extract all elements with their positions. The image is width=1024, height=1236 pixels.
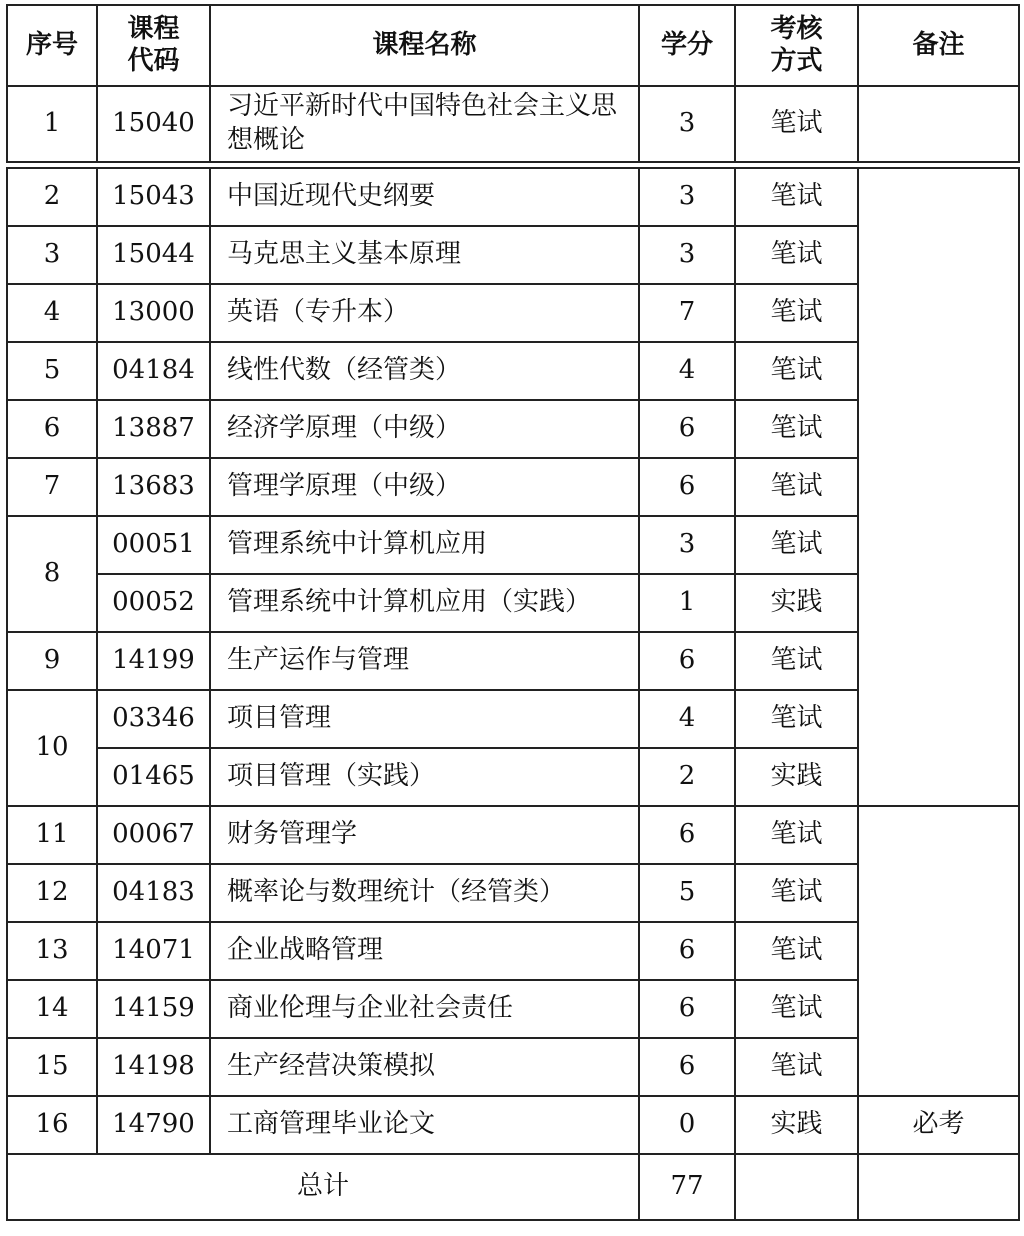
cell-seq: 8 [7, 516, 97, 632]
cell-credit: 3 [639, 168, 735, 226]
total-note [858, 1154, 1019, 1220]
cell-code: 00052 [97, 574, 210, 632]
cell-exam: 笔试 [735, 980, 858, 1038]
cell-name: 生产运作与管理 [210, 632, 639, 690]
header-seq: 序号 [7, 5, 97, 86]
cell-seq: 4 [7, 284, 97, 342]
cell-exam: 笔试 [735, 516, 858, 574]
header-note: 备注 [858, 5, 1019, 86]
cell-credit: 3 [639, 86, 735, 162]
cell-code: 15040 [97, 86, 210, 162]
cell-exam: 实践 [735, 1096, 858, 1154]
cell-code: 14071 [97, 922, 210, 980]
cell-seq: 15 [7, 1038, 97, 1096]
cell-seq: 11 [7, 806, 97, 864]
cell-code: 14199 [97, 632, 210, 690]
cell-name: 项目管理（实践） [210, 748, 639, 806]
cell-exam: 笔试 [735, 690, 858, 748]
cell-note: 必考 [858, 1096, 1019, 1154]
cell-exam: 笔试 [735, 864, 858, 922]
cell-credit: 6 [639, 458, 735, 516]
cell-seq: 3 [7, 226, 97, 284]
cell-exam: 笔试 [735, 284, 858, 342]
cell-credit: 7 [639, 284, 735, 342]
cell-name: 经济学原理（中级） [210, 400, 639, 458]
cell-credit: 6 [639, 980, 735, 1038]
cell-code: 04183 [97, 864, 210, 922]
cell-credit: 1 [639, 574, 735, 632]
cell-seq: 6 [7, 400, 97, 458]
cell-name: 商业伦理与企业社会责任 [210, 980, 639, 1038]
cell-code: 15043 [97, 168, 210, 226]
cell-note-merged [858, 168, 1019, 806]
cell-credit: 4 [639, 690, 735, 748]
cell-name: 管理学原理（中级） [210, 458, 639, 516]
cell-credit: 0 [639, 1096, 735, 1154]
cell-credit: 6 [639, 400, 735, 458]
cell-name: 企业战略管理 [210, 922, 639, 980]
cell-seq: 14 [7, 980, 97, 1038]
cell-credit: 6 [639, 632, 735, 690]
cell-exam: 实践 [735, 748, 858, 806]
total-credit: 77 [639, 1154, 735, 1220]
cell-name: 生产经营决策模拟 [210, 1038, 639, 1096]
cell-exam: 笔试 [735, 458, 858, 516]
cell-code: 14159 [97, 980, 210, 1038]
cell-seq: 9 [7, 632, 97, 690]
course-table [6, 4, 1020, 1221]
cell-name: 英语（专升本） [210, 284, 639, 342]
cell-code: 13887 [97, 400, 210, 458]
cell-exam: 笔试 [735, 86, 858, 162]
cell-credit: 6 [639, 922, 735, 980]
cell-seq: 10 [7, 690, 97, 806]
cell-seq: 5 [7, 342, 97, 400]
header-credit: 学分 [639, 5, 735, 86]
cell-name: 管理系统中计算机应用（实践） [210, 574, 639, 632]
header-name: 课程名称 [210, 5, 639, 86]
cell-name: 习近平新时代中国特色社会主义思想概论 [210, 86, 639, 162]
cell-seq: 1 [7, 86, 97, 162]
cell-name: 财务管理学 [210, 806, 639, 864]
cell-seq: 16 [7, 1096, 97, 1154]
table-row [7, 86, 1019, 162]
cell-name: 项目管理 [210, 690, 639, 748]
cell-code: 04184 [97, 342, 210, 400]
cell-seq: 13 [7, 922, 97, 980]
cell-exam: 笔试 [735, 1038, 858, 1096]
cell-name: 工商管理毕业论文 [210, 1096, 639, 1154]
cell-code: 13000 [97, 284, 210, 342]
cell-credit: 5 [639, 864, 735, 922]
table-row [7, 168, 1019, 226]
cell-exam: 笔试 [735, 400, 858, 458]
cell-credit: 6 [639, 1038, 735, 1096]
cell-exam: 笔试 [735, 632, 858, 690]
cell-exam: 笔试 [735, 342, 858, 400]
cell-exam: 笔试 [735, 226, 858, 284]
cell-exam: 笔试 [735, 922, 858, 980]
cell-note-merged [858, 806, 1019, 1096]
cell-seq: 2 [7, 168, 97, 226]
cell-exam: 实践 [735, 574, 858, 632]
total-exam [735, 1154, 858, 1220]
cell-code: 01465 [97, 748, 210, 806]
header-code: 课程 代码 [97, 5, 210, 86]
cell-name: 管理系统中计算机应用 [210, 516, 639, 574]
cell-code: 13683 [97, 458, 210, 516]
cell-name: 中国近现代史纲要 [210, 168, 639, 226]
table-row [7, 1096, 1019, 1154]
cell-code: 00067 [97, 806, 210, 864]
cell-name: 马克思主义基本原理 [210, 226, 639, 284]
cell-note [858, 86, 1019, 162]
cell-exam: 笔试 [735, 168, 858, 226]
cell-exam: 笔试 [735, 806, 858, 864]
cell-credit: 4 [639, 342, 735, 400]
cell-code: 03346 [97, 690, 210, 748]
course-table-wrapper [6, 4, 1018, 1221]
cell-code: 00051 [97, 516, 210, 574]
cell-seq: 7 [7, 458, 97, 516]
header-row [7, 5, 1019, 86]
cell-credit: 6 [639, 806, 735, 864]
cell-code: 14790 [97, 1096, 210, 1154]
cell-code: 14198 [97, 1038, 210, 1096]
cell-credit: 3 [639, 516, 735, 574]
total-row [7, 1154, 1019, 1220]
table-row [7, 806, 1019, 864]
cell-credit: 3 [639, 226, 735, 284]
cell-name: 概率论与数理统计（经管类） [210, 864, 639, 922]
cell-seq: 12 [7, 864, 97, 922]
cell-credit: 2 [639, 748, 735, 806]
cell-code: 15044 [97, 226, 210, 284]
total-label: 总计 [7, 1154, 639, 1220]
cell-name: 线性代数（经管类） [210, 342, 639, 400]
header-exam: 考核 方式 [735, 5, 858, 86]
